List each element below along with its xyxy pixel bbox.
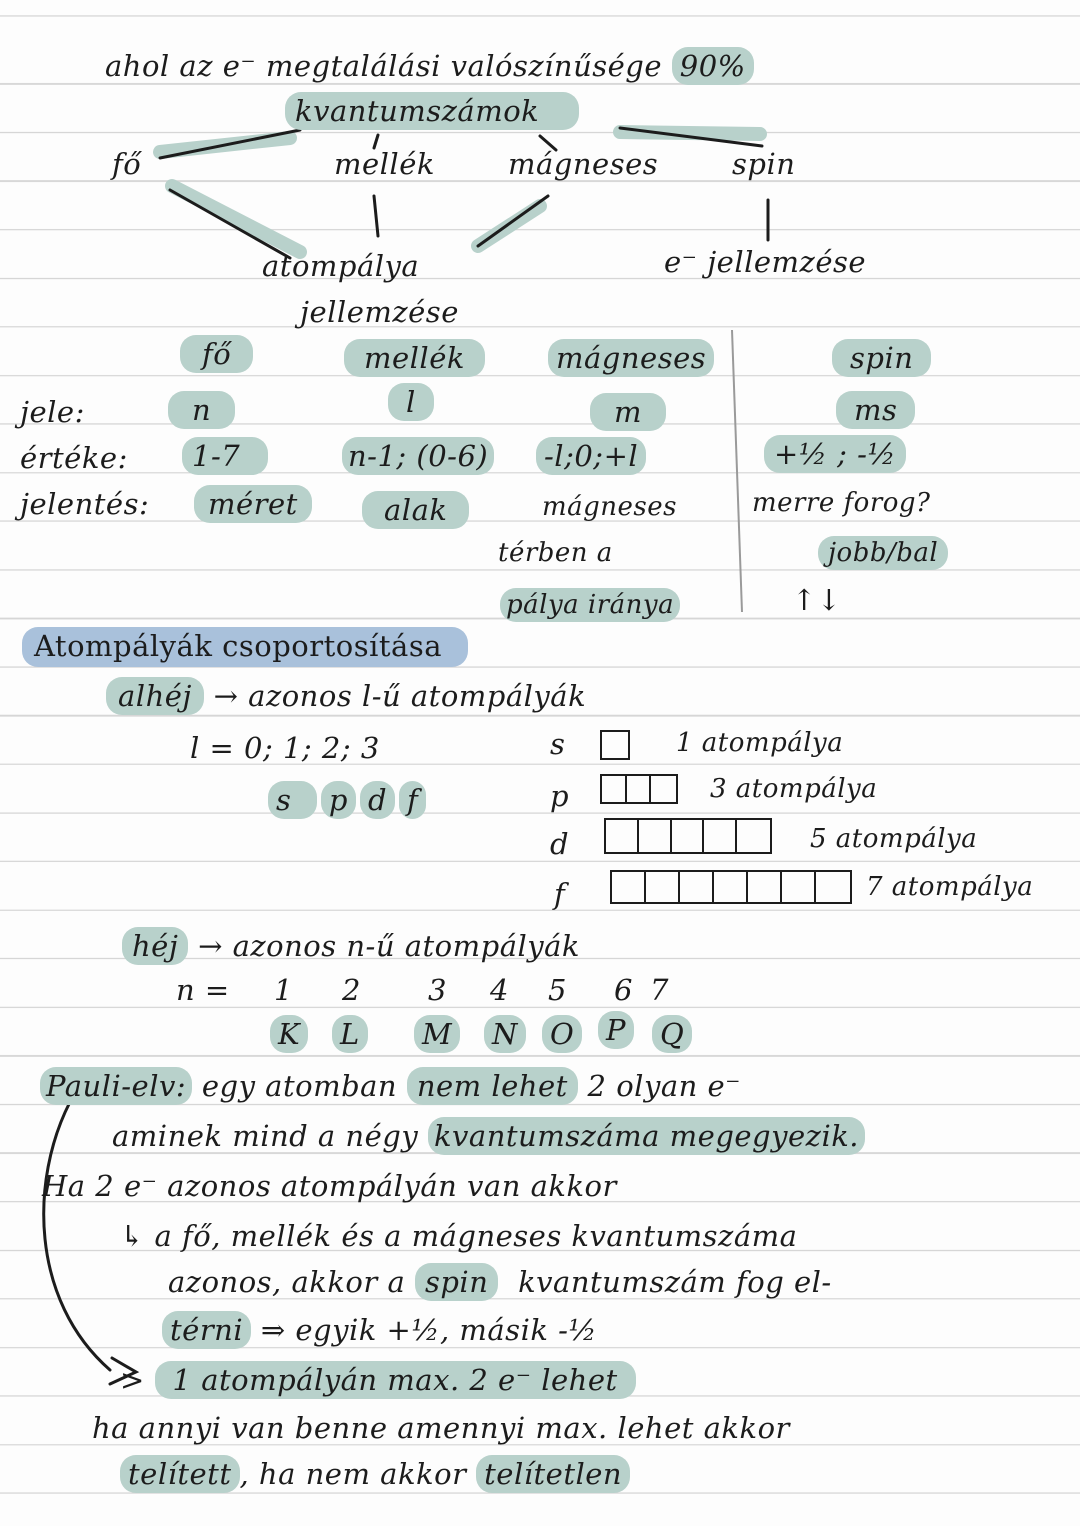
shell-definition: azonos n-ű atompályák [232,929,581,963]
meaning-magneses-2: térben a [498,538,613,568]
orbital-cell [714,872,748,902]
subshell-line [106,679,587,713]
shell-n-2: 2 [342,973,361,1007]
shell-n-label: n = [176,973,230,1007]
meaning-magneses-1: mágneses [542,492,678,522]
meaning-spin-1: merre forog? [752,488,931,518]
symbol-fo: n [168,396,235,425]
shell-letter-N: N [484,1020,526,1049]
pauli-line-5: azonos, akkor a spin kvantumszám fog el- [168,1265,832,1299]
orbital-cell [672,820,705,852]
orbital-cell [602,776,627,802]
pauli-conclusion: 1 atompályán max. 2 e⁻ lehet [155,1361,636,1399]
pauli-line-4: ↳ a fő, mellék és a mágneses kvantumszáma [120,1219,798,1253]
orbital-letter-p: p [550,779,570,813]
values-magneses: -l;0;+l [536,442,646,471]
col-header-spin: spin [832,344,931,373]
col-header-fo: fő [180,340,253,369]
tree-child-spin: spin [732,147,796,181]
tree-child-magneses: mágneses [508,147,659,181]
subshell-letters: s p d f [268,786,426,815]
subshell-l-values: l = 0; 1; 2; 3 [190,731,380,765]
shell-letter-L: L [332,1020,368,1049]
pauli-line-2: aminek mind a négy kvantumszáma megegyezik. [112,1122,865,1151]
orbital-cell [748,872,782,902]
symbol-magneses: m [590,398,666,427]
orbital-letter-f: f [554,877,566,911]
meaning-fo: méret [194,490,312,519]
shell-arrow: → [198,929,223,963]
orbital-cell [782,872,816,902]
pauli-line-8: ha annyi van benne amennyi max. lehet akkor [92,1411,790,1445]
values-fo: 1-7 [182,442,268,471]
line-mellek-to-atompalya [374,196,378,236]
intro-text [105,49,754,83]
meaning-magneses-3: pálya iránya [500,592,680,618]
col-header-mellek: mellék [344,344,485,373]
percent-badge: 90% [672,47,754,85]
orbital-count-p: 3 atompálya [710,774,878,804]
pauli-line-6: térni ⇒ egyik +½, másik -½ [162,1316,597,1345]
orbital-count-f: 7 atompálya [866,872,1034,902]
line-fo-to-atompalya [170,190,290,258]
tree-orbital-desc-1: atompálya [262,249,420,283]
shell-term: héj [122,927,188,965]
shell-line [122,929,581,963]
tree-root [285,94,579,128]
meaning-mellek: alak [362,496,469,525]
shell-n-7: 7 [650,973,669,1007]
tree-electron-desc: e⁻ jellemzése [664,245,867,279]
highlight-stroke [172,186,300,252]
pauli-line-7: > 1 atompályán max. 2 e⁻ lehet [120,1366,636,1395]
pauli-not-allowed: nem lehet [407,1067,578,1105]
pauli-title: Pauli-elv: [40,1067,192,1105]
subshell-arrow: → [213,679,239,713]
shell-n-3: 3 [428,973,447,1007]
tree-root-label: kvantumszámok [285,92,579,130]
shell-letter-M: M [414,1020,460,1049]
symbol-spin: ms [836,396,915,425]
saturated-term: telített [120,1455,240,1493]
values-spin: +½ ; -½ [764,440,906,469]
orbital-box-f [610,870,852,904]
tree-child-fo: fő [112,147,142,181]
orbital-box-s [600,730,630,760]
subshell-definition: azonos l-ű atompályák [248,679,587,713]
pauli-line-3: Ha 2 e⁻ azonos atompályán van akkor [42,1169,617,1203]
orbital-count-s: 1 atompálya [676,728,844,758]
orbital-cell [680,872,714,902]
orbital-cell [816,872,850,902]
orbital-cell [646,872,680,902]
section-title: Atompályák csoportosítása [22,632,468,661]
highlight-stroke [620,132,760,134]
orbital-letter-d: d [550,827,570,861]
shell-letter-Q: Q [652,1020,692,1049]
shell-n-4: 4 [490,973,509,1007]
orbital-letter-s: s [550,727,566,761]
orbital-cell [606,820,639,852]
orbital-box-p [600,774,678,804]
pauli-line-1: Pauli-elv: egy atomban nem lehet 2 olyan e⁻ [40,1072,741,1101]
orbital-cell [612,872,646,902]
orbital-cell [737,820,770,852]
shell-letter-K: K [270,1020,308,1049]
spin-arrows: ↑↓ [792,583,842,617]
col-header-magneses: mágneses [548,344,714,373]
row-label-erteke: értéke: [20,441,128,475]
intro-sentence: ahol az e⁻ megtalálási valószínűsége [105,49,663,83]
orbital-cell [651,776,676,802]
unsaturated-term: telítetlen [476,1455,630,1493]
orbital-cell [627,776,652,802]
values-mellek: n-1; (0-6) [342,442,494,471]
symbol-mellek: l [388,388,434,417]
shell-letter-P: P [598,1016,634,1045]
shell-n-5: 5 [548,973,567,1007]
subshell-letters-s: s [268,781,317,819]
tree-orbital-desc-2: jellemzése [300,295,459,329]
orbital-cell [704,820,737,852]
row-label-jelentes: jelentés: [20,487,150,521]
shell-n-6: 6 [614,973,633,1007]
orbital-cell [639,820,672,852]
orbital-count-d: 5 atompálya [810,824,978,854]
table-separator [732,330,742,612]
orbital-box-d [604,818,772,854]
pauli-line-9: telített , ha nem akkor telítetlen [120,1460,630,1489]
shell-letter-O: O [542,1020,582,1049]
line-magneses-to-atompalya [478,196,548,246]
pauli-bracket-curve [44,1102,110,1370]
meaning-spin-2: jobb/bal [818,540,948,566]
shell-n-1: 1 [274,973,293,1007]
subshell-term: alhéj [106,677,204,715]
row-label-jele: jele: [20,395,85,429]
tree-child-mellek: mellék [334,147,435,181]
